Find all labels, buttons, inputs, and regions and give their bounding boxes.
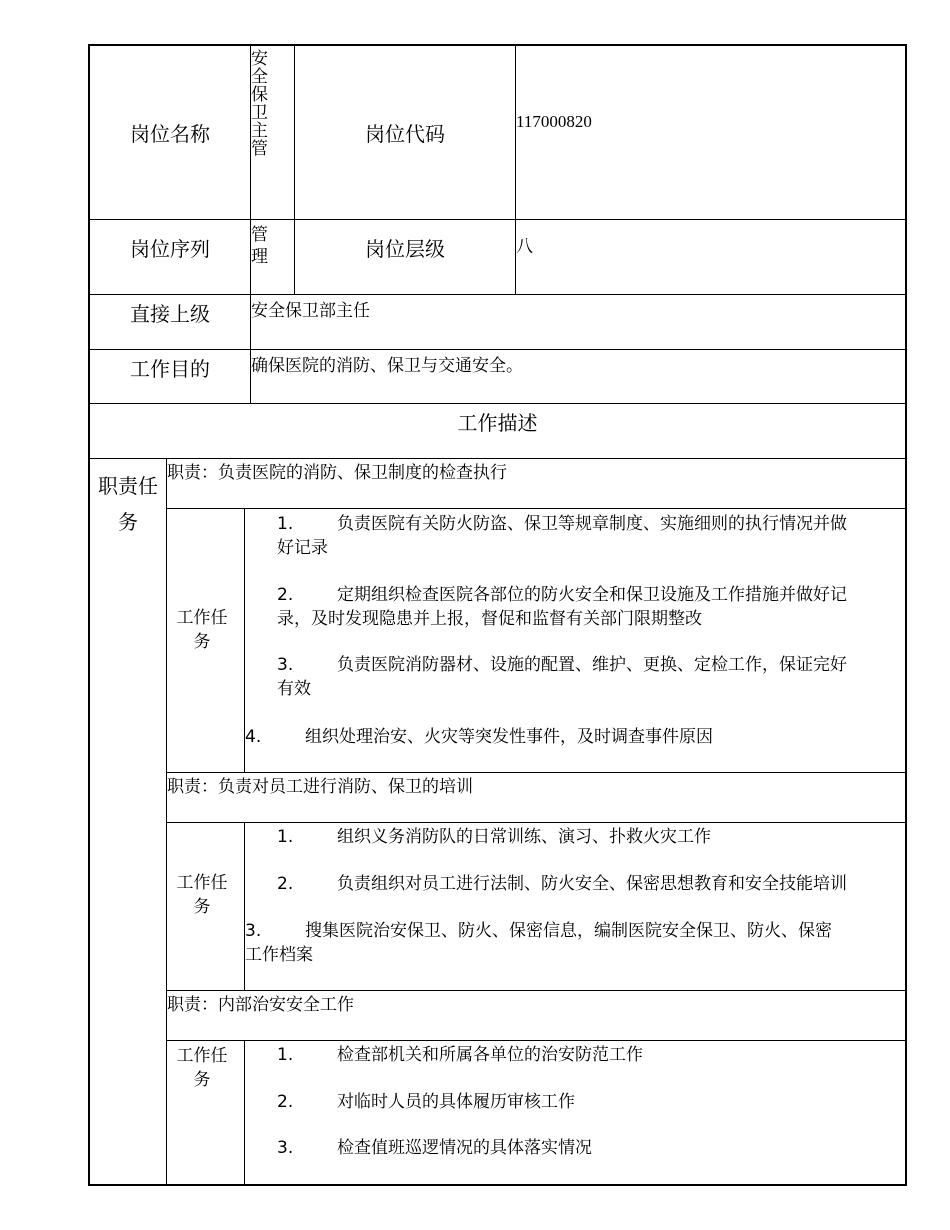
responsibility-2: 职责：负责对员工进行消防、保卫的培训 (167, 777, 473, 797)
col-divider (244, 1040, 245, 1186)
row-divider (166, 990, 907, 991)
task-number: 2. (277, 585, 294, 605)
task-text-cont: 工作档案 (245, 945, 313, 965)
post-name-label: 岗位名称 (130, 122, 210, 146)
task-number: 4. (245, 727, 262, 747)
post-code-label: 岗位代码 (365, 122, 445, 146)
task-label-1: 工作任务 (176, 608, 228, 652)
duties-label: 职责任务 (98, 474, 158, 534)
task-number: 3. (245, 921, 262, 941)
task-text-cont: 有效 (277, 679, 311, 699)
row-divider (166, 822, 907, 823)
post-series-label: 岗位序列 (130, 236, 210, 261)
task-text: 对临时人员的具体履历审核工作 (337, 1092, 575, 1112)
description-title: 工作描述 (457, 410, 538, 435)
task-text: 组织义务消防队的日常训练、演习、扑救火灾工作 (337, 827, 711, 847)
row-divider (166, 1040, 907, 1041)
task-number: 2. (277, 874, 294, 894)
task-text: 负责组织对员工进行法制、防火安全、保密思想教育和安全技能培训 (337, 874, 847, 894)
post-level-value: 八 (516, 237, 533, 257)
task-3-2 (277, 1090, 902, 1114)
task-number: 2. (277, 1092, 294, 1112)
task-number: 3. (277, 655, 294, 675)
superior-label: 直接上级 (130, 301, 210, 326)
task-text: 搜集医院治安保卫、防火、保密信息，编制医院安全保卫、防火、保密 (305, 921, 832, 941)
task-number: 3. (277, 1138, 294, 1158)
task-3-3 (277, 1136, 902, 1160)
task-text: 检查值班巡逻情况的具体落实情况 (337, 1138, 592, 1158)
row-divider (166, 772, 907, 773)
task-2-3 (245, 919, 900, 967)
task-1-4 (245, 725, 900, 749)
task-text: 组织处理治安、火灾等突发性事件，及时调查事件原因 (305, 727, 713, 747)
task-label-2: 工作任务 (176, 873, 228, 917)
post-name-value: 安全保卫主管 (251, 49, 268, 159)
task-2-1 (277, 825, 902, 849)
task-3-1 (277, 1043, 902, 1067)
superior-value: 安全保卫部主任 (251, 301, 370, 321)
responsibility-1: 职责：负责医院的消防、保卫制度的检查执行 (167, 463, 507, 483)
row-divider (166, 508, 907, 509)
task-number: 1. (277, 827, 294, 847)
task-text-cont: 好记录 (277, 538, 328, 558)
task-text: 检查部机关和所属各单位的治安防范工作 (337, 1045, 643, 1065)
task-label-3: 工作任务 (176, 1046, 228, 1090)
task-text: 负责医院消防器材、设施的配置、维护、更换、定检工作，保证完好 (337, 655, 847, 675)
row-divider (88, 458, 907, 459)
task-1-2 (277, 583, 902, 631)
task-1-3 (277, 653, 902, 701)
purpose-label: 工作目的 (130, 356, 210, 381)
task-text-cont: 录，及时发现隐患并上报，督促和监督有关部门限期整改 (277, 609, 702, 629)
post-series-value: 管理 (251, 225, 268, 267)
task-text: 负责医院有关防火防盗、保卫等规章制度、实施细则的执行情况并做 (337, 514, 847, 534)
post-code-value: 117000820 (516, 112, 592, 131)
responsibility-3: 职责：内部治安安全工作 (167, 995, 354, 1015)
task-2-2 (277, 872, 902, 896)
task-1-1 (277, 512, 902, 560)
task-text: 定期组织检查医院各部位的防火安全和保卫设施及工作措施并做好记 (337, 585, 847, 605)
table-border-bottom (88, 1184, 907, 1186)
task-number: 1. (277, 514, 294, 534)
task-number: 1. (277, 1045, 294, 1065)
purpose-value: 确保医院的消防、保卫与交通安全。 (251, 356, 523, 376)
post-level-label: 岗位层级 (365, 236, 445, 261)
table-border-right (905, 44, 907, 1186)
